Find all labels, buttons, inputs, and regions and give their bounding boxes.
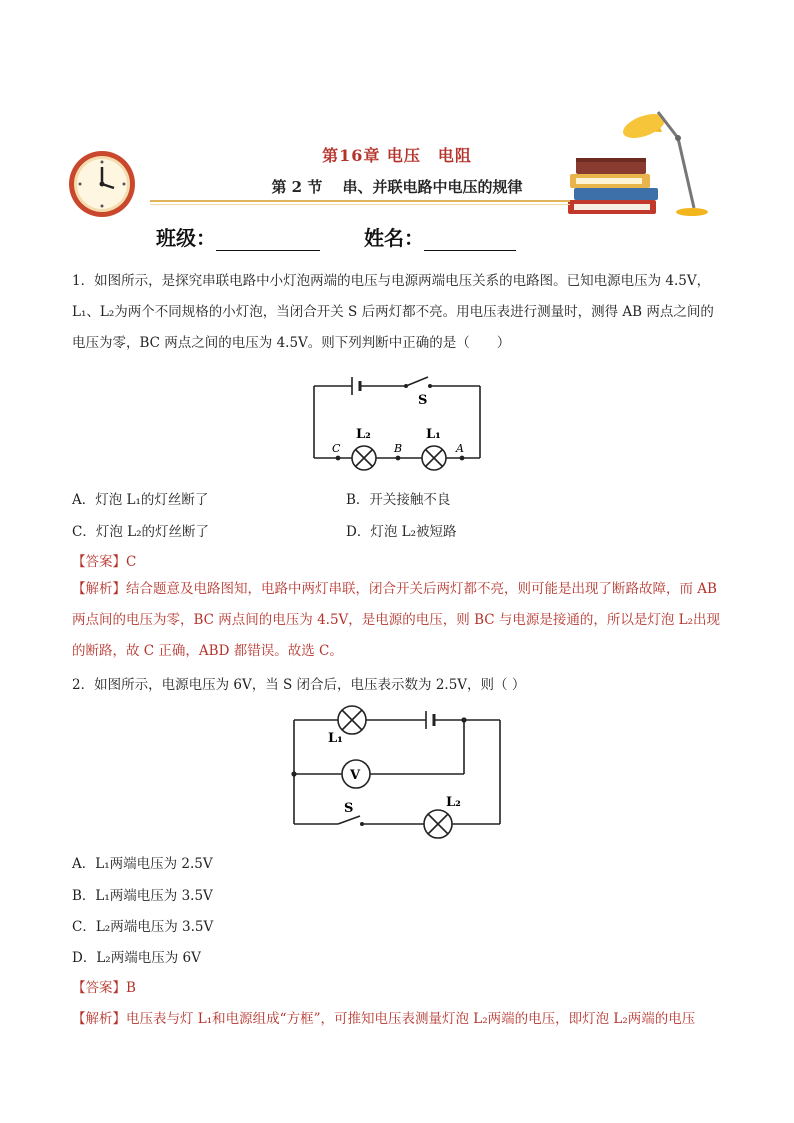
q1-line-1: 1．如图所示，是探究串联电路中小灯泡两端的电压与电源两端电压关系的电路图。已知电源电压为 4.5V， bbox=[72, 273, 711, 289]
q1-option-b[interactable]: B．开关接触不良 bbox=[346, 492, 451, 508]
label-l2: L₂ bbox=[446, 795, 461, 810]
q1-answer: 【答案】C bbox=[72, 554, 137, 570]
label-v: V bbox=[350, 768, 361, 783]
q1-option-d[interactable]: D．灯泡 L₂被短路 bbox=[346, 524, 457, 540]
q1-option-a[interactable]: A．灯泡 L₁的灯丝断了 bbox=[72, 492, 209, 508]
q2-option-d[interactable]: D．L₂两端电压为 6V bbox=[72, 950, 201, 966]
q1-line-2: L₁、L₂为两个不同规格的小灯泡，当闭合开关 S 后两灯都不亮。用电压表进行测量时，测得 AB 两点之间的 bbox=[72, 304, 714, 320]
label-l1: L₁ bbox=[426, 427, 441, 442]
header-rule-thin bbox=[150, 204, 570, 205]
switch-blade bbox=[338, 816, 360, 824]
label-l1: L₁ bbox=[328, 731, 343, 746]
label-l2: L₂ bbox=[356, 427, 371, 442]
name-blank[interactable] bbox=[424, 230, 516, 251]
q2-option-b[interactable]: B．L₁两端电压为 3.5V bbox=[72, 888, 213, 904]
q2-analysis-line-1: 【解析】电压表与灯 L₁和电源组成“方框”，可推知电压表测量灯泡 L₂两端的电压，即灯泡 L₂两端的电压 bbox=[72, 1011, 696, 1027]
q2-answer: 【答案】B bbox=[72, 980, 136, 996]
q2-circuit-diagram bbox=[286, 700, 516, 840]
label-c: C bbox=[332, 442, 341, 455]
switch-blade bbox=[406, 377, 428, 386]
q1-analysis bbox=[72, 574, 732, 667]
q1-option-c[interactable]: C．灯泡 L₂的灯丝断了 bbox=[72, 524, 209, 540]
class-field bbox=[156, 222, 320, 251]
section-title: 第 2 节 串、并联电路中电压的规律 bbox=[271, 178, 523, 196]
class-label: 班级： bbox=[156, 226, 216, 250]
label-b: B bbox=[394, 442, 403, 455]
label-a: A bbox=[456, 442, 464, 455]
name-field bbox=[364, 222, 516, 251]
q1-stem bbox=[72, 266, 732, 359]
label-s: S bbox=[418, 393, 428, 408]
class-blank[interactable] bbox=[216, 230, 320, 251]
label-s: S bbox=[344, 801, 354, 816]
q2-option-c[interactable]: C．L₂两端电压为 3.5V bbox=[72, 919, 214, 935]
chapter-title: 第16章 电压 电阻 bbox=[322, 146, 472, 165]
q1-analysis-line-2: 两点间的电压为零，BC 两点间的电压为 4.5V，是电源的电压，则 BC 与电源是接通的，所以是灯泡 L₂出现 bbox=[72, 612, 721, 628]
header-rule bbox=[150, 200, 570, 202]
q2-stem bbox=[72, 670, 732, 701]
q1-analysis-line-1: 【解析】结合题意及电路图知，电路中两灯串联，闭合开关后两灯都不亮，则可能是出现了断路故障，而 AB bbox=[72, 581, 717, 597]
q2-line-1: 2．如图所示，电源电压为 6V，当 S 闭合后，电压表示数为 2.5V，则（ ） bbox=[72, 677, 526, 693]
q1-series-circuit-diagram bbox=[300, 372, 500, 472]
q2-option-a[interactable]: A．L₁两端电压为 2.5V bbox=[72, 856, 213, 872]
q2-analysis bbox=[72, 1004, 732, 1035]
q1-analysis-line-3: 的断路，故 C 正确，ABD 都错误。故选 C。 bbox=[72, 643, 343, 659]
q1-line-3: 电压为零，BC 两点之间的电压为 4.5V。则下列判断中正确的是（ ） bbox=[72, 335, 511, 351]
name-label: 姓名： bbox=[364, 226, 424, 250]
